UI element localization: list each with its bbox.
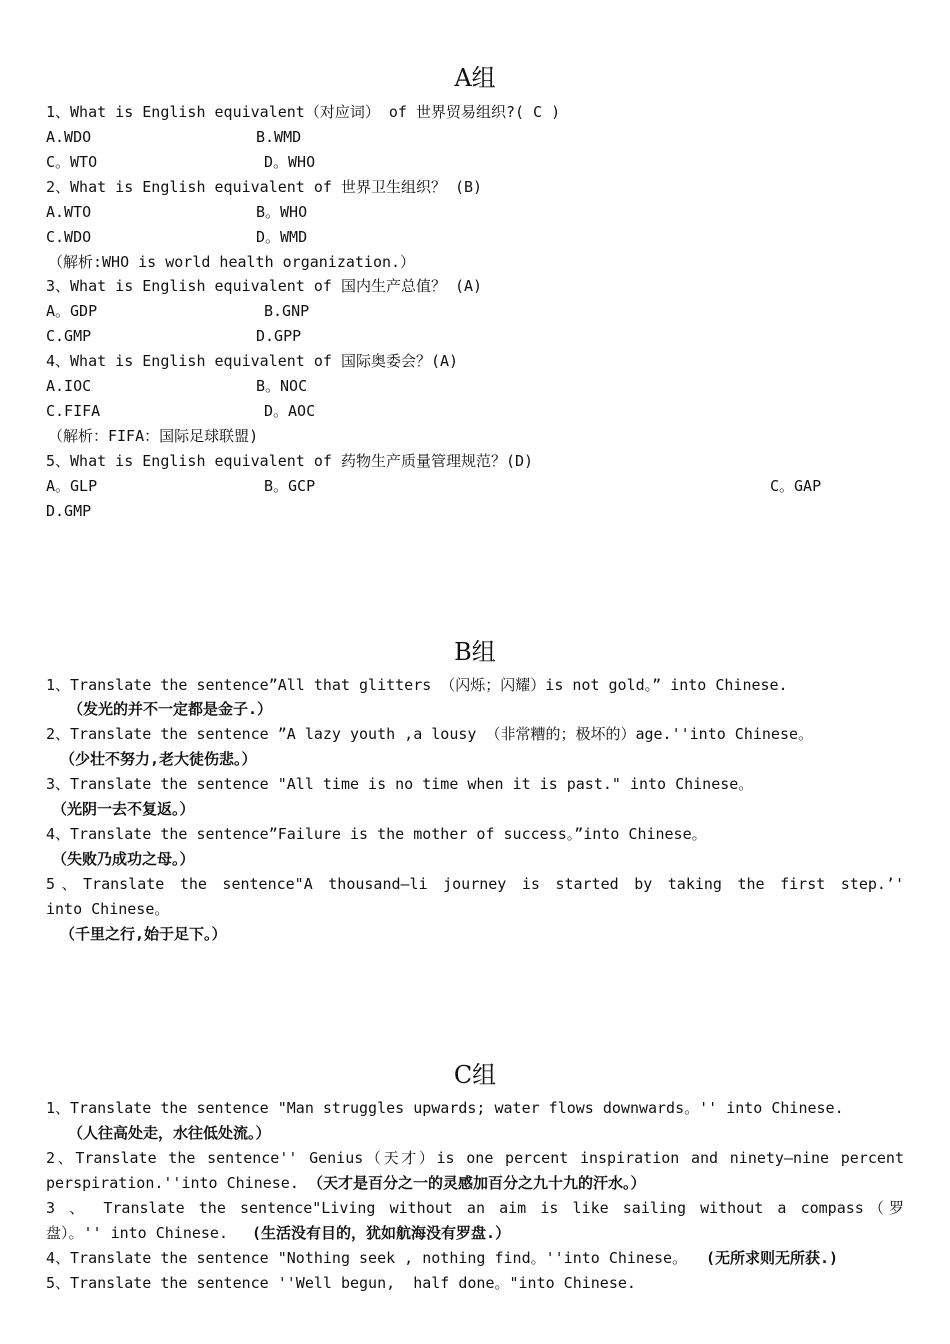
option-a: A.WTO xyxy=(46,203,92,221)
sentence-3: 3、Translate the sentence "All time is no time when it is past." into Chinese。 xyxy=(46,775,754,793)
option-c: C。WTO xyxy=(46,153,98,171)
answer-4: (无所求则无所获.) xyxy=(706,1249,839,1267)
option-a: A.IOC xyxy=(46,377,92,395)
option-b: B。WHO xyxy=(256,203,308,221)
option-c: C.GMP xyxy=(46,327,92,345)
option-a: A。GLP xyxy=(46,477,98,495)
answer-1: （人往高处走，水往低处流。） xyxy=(68,1124,271,1142)
question-5: 5、What is English equivalent of 药物生产质量管理规范？(D) xyxy=(46,452,534,470)
sentence-2: 2、Translate the sentence ”A lazy youth ,a lousy （非常糟的；极坏的）age.''into Chinese。 xyxy=(46,725,814,743)
answer-2: （天才是百分之一的灵感加百分之九十九的汗水。） xyxy=(308,1174,646,1192)
option-d: D.GPP xyxy=(256,327,302,345)
sentence-5-continued: into Chinese。 xyxy=(46,900,170,918)
option-d: D。AOC xyxy=(264,402,316,420)
group-a-heading: A组 xyxy=(454,64,496,92)
sentence-4: 4、Translate the sentence”Failure is the mother of success。”into Chinese。 xyxy=(46,825,707,843)
group-b-heading: B组 xyxy=(454,638,496,666)
option-a: A。GDP xyxy=(46,302,98,320)
question-2: 2、What is English equivalent of 世界卫生组织？ (B) xyxy=(46,178,483,196)
option-b: B.GNP xyxy=(264,302,310,320)
question-4: 4、What is English equivalent of 国际奥委会？(A) xyxy=(46,352,459,370)
analysis-note: （解析：FIFA：国际足球联盟) xyxy=(48,427,259,445)
option-b: B。GCP xyxy=(264,477,316,495)
sentence-1: 1、Translate the sentence”All that glitters （闪烁；闪耀）is not gold。” into Chinese. xyxy=(46,676,788,694)
option-a: A.WDO xyxy=(46,128,92,146)
question-1: 1、What is English equivalent（对应词） of 世界贸易组织?( C ) xyxy=(46,103,561,121)
option-d: D。WMD xyxy=(256,228,308,246)
option-b: B。NOC xyxy=(256,377,308,395)
option-c: C.WDO xyxy=(46,228,92,246)
answer-4: （失败乃成功之母。） xyxy=(52,850,195,868)
sentence-2: 2、Translate the sentence'' Genius（天才）is one percent inspiration and ninety—nine percent xyxy=(46,1149,904,1167)
answer-1: （发光的并不一定都是金子.） xyxy=(68,700,273,718)
sentence-5: 5、Translate the sentence ''Well begun, half done。"into Chinese. xyxy=(46,1274,636,1292)
option-d: D.GMP xyxy=(46,502,92,520)
sentence-2-continued: perspiration.''into Chinese. xyxy=(46,1174,299,1192)
option-d: D。WHO xyxy=(264,153,316,171)
sentence-3: 3 、 Translate the sentence"Living without an aim is like sailing without a compass（罗 xyxy=(46,1199,904,1217)
answer-2: （少壮不努力,老大徒伤悲。） xyxy=(60,750,257,768)
analysis-note: （解析:WHO is world health organization.） xyxy=(48,253,416,271)
option-c: C.FIFA xyxy=(46,402,101,420)
sentence-1: 1、Translate the sentence "Man struggles upwards; water flows downwards。'' into Chinese. xyxy=(46,1099,844,1117)
answer-3: (生活没有目的，犹如航海没有罗盘.） xyxy=(252,1224,511,1242)
question-3: 3、What is English equivalent of 国内生产总值？ (A) xyxy=(46,277,483,295)
sentence-3-continued: 盘）。'' into Chinese. xyxy=(46,1224,228,1242)
option-b: B.WMD xyxy=(256,128,302,146)
group-c-heading: C组 xyxy=(453,1061,497,1089)
answer-5: （千里之行,始于足下。） xyxy=(60,925,227,943)
answer-3: （光阴一去不复返。） xyxy=(52,800,195,818)
sentence-4: 4、Translate the sentence "Nothing seek , nothing find。''into Chinese。 xyxy=(46,1249,688,1267)
option-c: C。GAP xyxy=(770,477,822,495)
sentence-5: 5、Translate the sentence"A thousand—li journey is started by taking the first step.’' xyxy=(46,875,904,893)
